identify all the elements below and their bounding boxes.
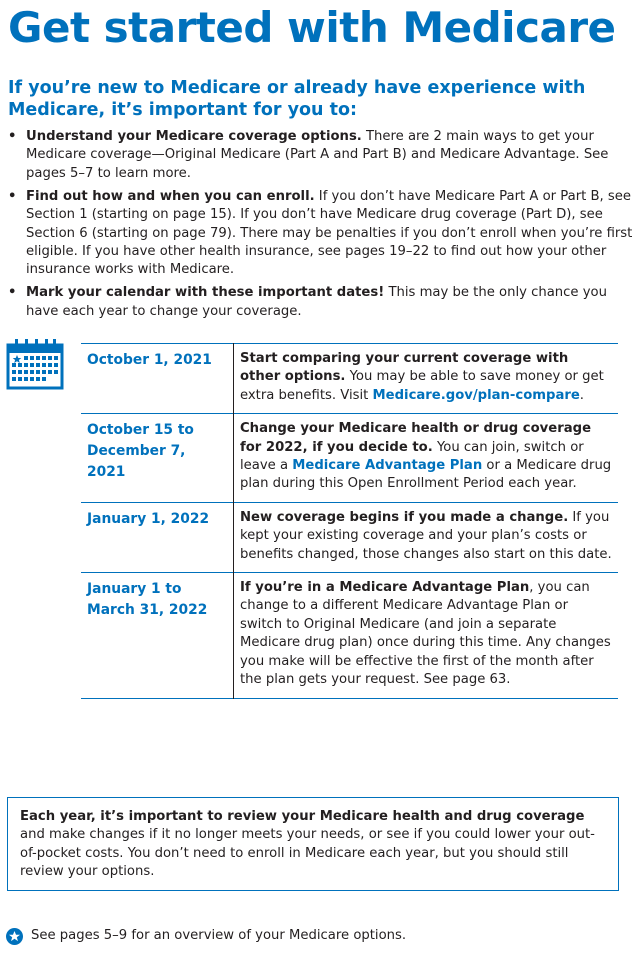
description-cell: [234, 502, 619, 572]
reminder-lead: Each year, it’s important to review your Medicare health and drug coverage: [20, 809, 585, 824]
bullet-lead: Understand your Medicare coverage options.: [26, 129, 362, 144]
table-row: [81, 502, 618, 572]
description-text: You may be able to save money or get extra benefits. Visit: [240, 369, 604, 403]
description-text: If you kept your existing coverage and your plan’s costs or benefits changed, those changes also start on this date.: [240, 509, 612, 562]
reminder-text: and make changes if it no longer meets your needs, or see if you could lower your out-of-pocket costs. You don’t need to enroll in Medicare each year, but you should still review your options.: [20, 827, 595, 880]
footnote-text: See pages 5–9 for an overview of your Medicare options.: [31, 928, 407, 943]
list-item: [6, 128, 636, 183]
bullet-dot: •: [8, 285, 17, 301]
description-cell: [234, 573, 619, 698]
plan-compare-link[interactable]: Medicare.gov/plan-compare: [372, 387, 580, 403]
table-row: [81, 344, 618, 414]
review-reminder-box: [7, 797, 619, 891]
bullet-list: [6, 128, 636, 326]
bullet-text: There are 2 main ways to get your Medicare coverage—Original Medicare (Part A and Part B) and Medicare Advantage. See pages 5–7 to learn more.: [26, 129, 609, 181]
description-text: , you can change to a different Medicare Advantage Plan or switch to Original Medicare (and join a separate Medicare drug plan) once during this time. Any changes you make will be effective the first of the month after the plan gets your request. See page 63.: [240, 580, 611, 688]
description-lead: Change your Medicare health or drug coverage for 2022, if you decide to.: [240, 421, 592, 455]
calendar-icon: [6, 338, 64, 390]
footnote: [6, 926, 406, 946]
description-text-after: or a Medicare drug plan during this Open Enrollment Period each year.: [240, 458, 612, 492]
description-lead: Start comparing your current coverage with other options.: [240, 351, 569, 385]
bullet-dot: •: [8, 188, 17, 204]
description-text-after: .: [579, 387, 584, 403]
date-cell: October 1, 2021: [87, 352, 212, 368]
table-row: [81, 414, 618, 503]
bullet-text: This may be the only chance you have each year to change your coverage.: [26, 285, 607, 319]
bullet-dot: •: [8, 129, 17, 144]
date-cell: January 1 to March 31, 2022: [87, 581, 208, 619]
description-lead: If you’re in a Medicare Advantage Plan: [240, 580, 530, 596]
table-row: [81, 573, 618, 698]
important-dates-table: [81, 343, 618, 699]
description-lead: New coverage begins if you made a change.: [240, 509, 569, 525]
bullet-lead: Find out how and when you can enroll.: [26, 188, 315, 204]
page-title: Get started with Medicare: [8, 3, 616, 52]
subheading: If you’re new to Medicare or already have experience with Medicare, it’s important for you to:: [8, 78, 586, 120]
date-cell: January 1, 2022: [87, 510, 210, 527]
description-cell: [234, 344, 619, 414]
star-icon: [6, 928, 23, 945]
bullet-lead: Mark your calendar with these important dates!: [26, 285, 385, 301]
list-item: [6, 188, 636, 280]
medicare-advantage-plan-link[interactable]: Medicare Advantage Plan: [292, 458, 483, 474]
bullet-text: If you don’t have Medicare Part A or Part B, see Section 1 (starting on page 15). If you don’t have Medicare drug coverage (Part D), see Section 6 (starting on page 79). There may be penalties if you don’t enroll when you’re first eligible. If you have other health insurance, see pages 19–22 to find out how your other insurance works with Medicare.: [26, 188, 633, 278]
description-cell: [234, 414, 619, 503]
description-text: You can join, switch or leave a: [240, 439, 584, 474]
date-cell: October 15 to December 7, 2021: [87, 422, 194, 481]
list-item: [6, 284, 636, 321]
